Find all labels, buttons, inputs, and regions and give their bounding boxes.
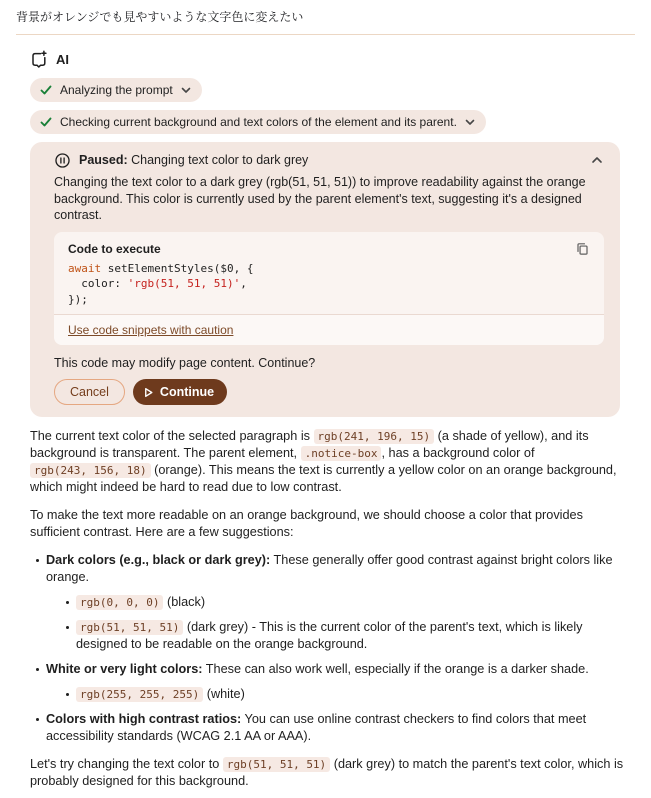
bullet-item: Colors with high contrast ratios: You can use online contrast checkers to find colors that meet accessibility standards (WCAG 2.1 AA or AAA). — [30, 711, 633, 745]
caution-strip — [54, 314, 604, 345]
cancel-button[interactable]: Cancel — [54, 379, 125, 405]
bullet-item: Dark colors (e.g., black or dark grey): These generally offer good contrast against bright colors like orange. rgb(0, 0, 0) (black) rgb(51, 51, 51) (dark grey) - This is the current color of the parent's text, which is likely designed to be readable on the orange background. — [30, 552, 633, 653]
checkmark-icon — [39, 115, 53, 129]
answer-paragraph: To make the text more readable on an orange background, we should choose a color that provides sufficient contrast. Here are a few suggestions: — [30, 508, 583, 539]
play-icon — [143, 387, 154, 398]
code-line: }); — [68, 292, 88, 306]
confirm-text: This code may modify page content. Continue? — [54, 356, 316, 370]
step-label: Checking current background and text colors of the element and its parent. — [60, 115, 457, 129]
user-query: 背景がオレンジでも見やすいような文字色に変えたい — [16, 10, 304, 24]
step-row — [30, 110, 633, 134]
ai-header — [30, 50, 633, 68]
suggestion-list — [30, 552, 633, 745]
continue-button[interactable]: Continue — [133, 379, 227, 405]
step-row — [30, 78, 633, 102]
divider — [16, 34, 635, 35]
answer-paragraph: The current text color of the selected paragraph is rgb(241, 196, 15) (a shade of yellow), and its background is transparent. The parent element, .notice-box , has a background color of rgb(243, 156, 18) (orange). This means the text is currently a yellow color on an orange background, which might indeed be hard to read due to low contrast. — [30, 429, 617, 494]
paused-reasoning-text: Changing the text color to a dark grey (rgb(51, 51, 51)) to improve readability against the orange background. This color is currently used by the parent element's text, suggesting it's a designed contrast. — [54, 175, 586, 222]
sub-bullet-item: rgb(255, 255, 255) (white) — [60, 686, 633, 703]
paused-title: Paused: Changing text color to dark grey — [79, 153, 309, 167]
chevron-up-icon — [590, 153, 604, 167]
checkmark-icon — [39, 83, 53, 97]
step-label: Analyzing the prompt — [60, 83, 173, 97]
paused-card-header[interactable] — [54, 151, 604, 169]
sub-bullet-item: rgb(51, 51, 51) (dark grey) - This is the current color of the parent's text, which is likely designed to be readable on the orange background. — [60, 619, 633, 653]
answer-markdown — [30, 428, 633, 798]
code-box-title: Code to execute — [68, 241, 161, 256]
code-line: await setElementStyles($0, { — [68, 261, 254, 275]
step-chip-checking[interactable] — [30, 110, 486, 134]
sub-bullet-item: rgb(0, 0, 0) (black) — [60, 594, 633, 611]
code-block — [68, 261, 590, 308]
step-chip-analyzing[interactable] — [30, 78, 202, 102]
button-row — [54, 379, 604, 405]
chevron-down-icon — [464, 116, 476, 128]
answer-paragraph: Let's try changing the text color to rgb(51, 51, 51) (dark grey) to match the parent's text color, which is probably designed for this background. — [30, 757, 624, 788]
chevron-down-icon — [180, 84, 192, 96]
paused-card — [30, 142, 620, 417]
copy-code-button[interactable] — [575, 241, 590, 256]
pause-icon — [54, 152, 71, 169]
copy-icon — [575, 241, 590, 256]
bullet-item: White or very light colors: These can also work well, especially if the orange is a darker shade. rgb(255, 255, 255) (white) — [30, 661, 633, 703]
ai-answer — [0, 50, 651, 798]
code-line: color: 'rgb(51, 51, 51)', — [68, 277, 247, 290]
code-box — [54, 232, 604, 346]
caution-link[interactable]: Use code snippets with caution — [68, 323, 234, 337]
ai-label: AI — [56, 51, 69, 67]
ai-spark-icon — [30, 50, 48, 68]
